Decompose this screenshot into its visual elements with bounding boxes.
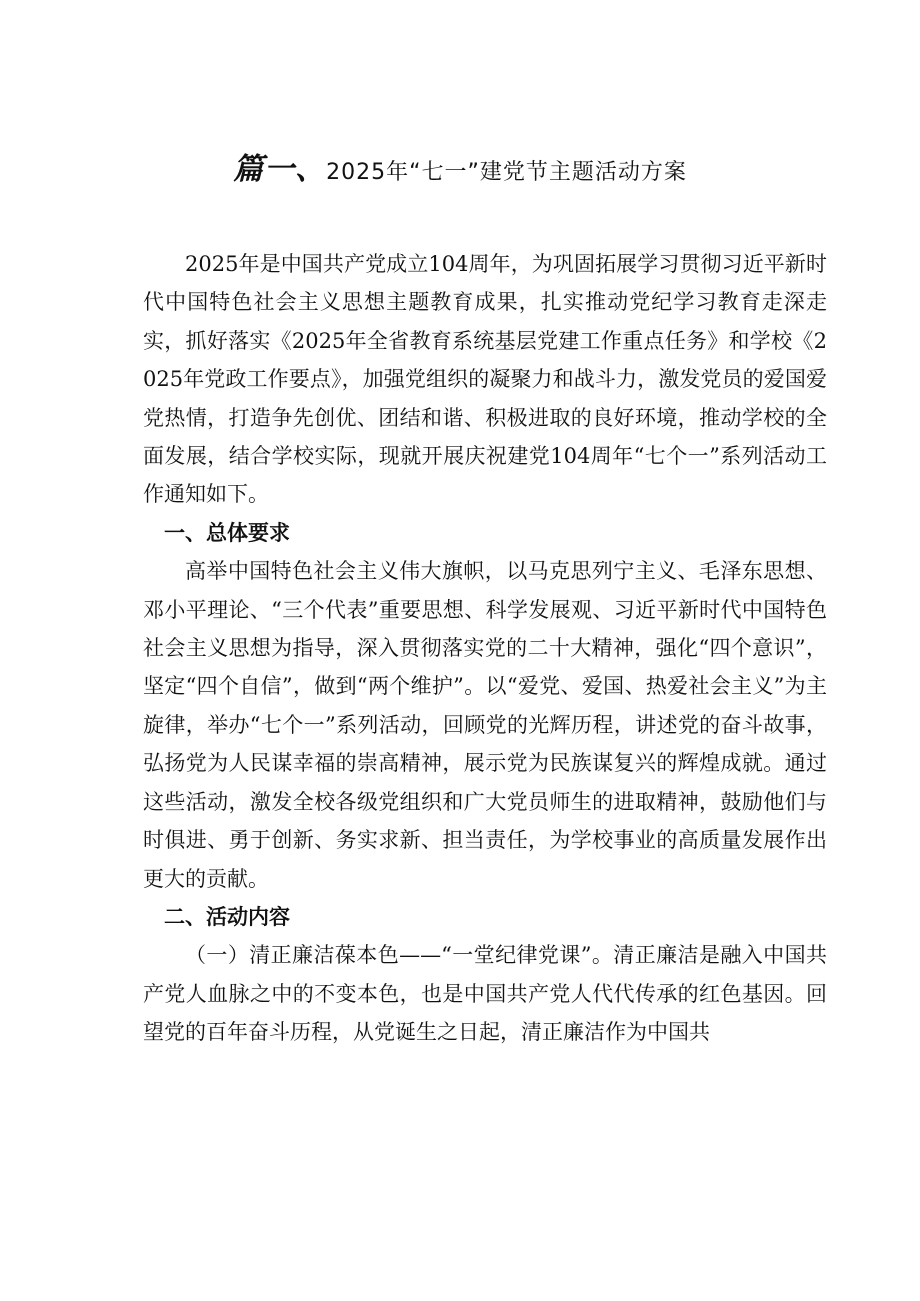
intro-paragraph: 2025年是中国共产党成立104周年，为巩固拓展学习贯彻习近平新时代中国特色社会主义思想主题教育成果，扎实推动党纪学习教育走深走实，抓好落实《2025年全省教育系统基层党建工作重点任务》和学校《2025年党政工作要点》，加强党组织的凝聚力和战斗力，激发党员的爱国爱党热情，打造争先创优、团结和谐、积极进取的良好环境，推动学校的全面发展，结合学校实际，现就开展庆祝建党104周年“七个一”系列活动工作通知如下。 (143, 252, 827, 507)
document-title (0, 150, 920, 193)
section-heading-activity-content: 二、活动内容 (164, 904, 290, 929)
section-heading-general-requirements: 一、总体要求 (164, 520, 290, 545)
title-prefix: 篇一、 (233, 152, 327, 187)
general-requirements-paragraph: 高举中国特色社会主义伟大旗帜，以马克思列宁主义、毛泽东思想、邓小平理论、“三个代表”重要思想、科学发展观、习近平新时代中国特色社会主义思想为指导，深入贯彻落实党的二十大精神，强化“四个意识”，坚定“四个自信”，做到“两个维护”。以“爱党、爱国、热爱社会主义”为主旋律，举办“七个一”系列活动，回顾党的光辉历程，讲述党的奋斗故事，弘扬党为人民谋幸福的崇高精神，展示党为民族谋复兴的辉煌成就。通过这些活动，激发全校各级党组织和广大党员师生的进取精神，鼓励他们与时俱进、勇于创新、务实求新、担当责任，为学校事业的高质量发展作出更大的贡献。 (143, 559, 827, 891)
title-main: 2025年“七一”建党节主题活动方案 (326, 160, 687, 185)
activity-content-paragraph: （一）清正廉洁葆本色——“一堂纪律党课”。清正廉洁是融入中国共产党人血脉之中的不变本色，也是中国共产党人代代传承的红色基因。回望党的百年奋斗历程，从党诞生之日起，清正廉洁作为中国共 (143, 943, 827, 1045)
document-body (143, 245, 827, 1052)
